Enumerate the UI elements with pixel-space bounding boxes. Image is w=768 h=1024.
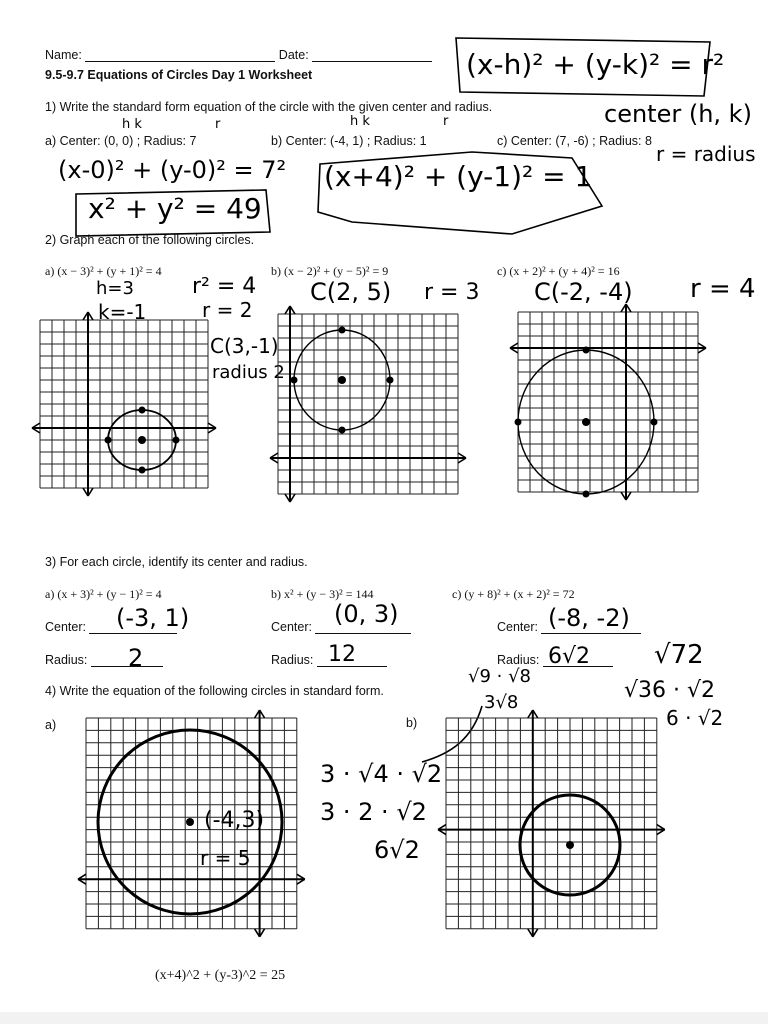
q3a-radius-row bbox=[45, 653, 163, 667]
center-point bbox=[582, 418, 590, 426]
q1b-work: (x+4)² + (y-1)² = 1 bbox=[324, 160, 593, 193]
q2a-center-note: C(3,-1) bbox=[210, 334, 279, 358]
q3a-center-blank[interactable] bbox=[89, 633, 177, 634]
q4a-answer: (x+4)^2 + (y-3)^2 = 25 bbox=[155, 968, 286, 983]
date-blank[interactable] bbox=[312, 61, 432, 62]
q4-work-5: 6√2 bbox=[374, 836, 420, 864]
plotted-point bbox=[105, 437, 112, 444]
page-bottom-edge bbox=[0, 1012, 768, 1024]
plotted-point bbox=[291, 377, 298, 384]
q2c-r-note: r = 4 bbox=[690, 274, 756, 304]
q4-work-3: 3 · √4 · √2 bbox=[320, 760, 443, 788]
q3c-center-answer: (-8, -2) bbox=[548, 604, 630, 632]
q1a-work-1: (x-0)² + (y-0)² = 7² bbox=[58, 156, 287, 184]
q3-prompt: 3) For each circle, identify its center and radius. bbox=[45, 555, 308, 569]
q4-prompt: 4) Write the equation of the following circles in standard form. bbox=[45, 684, 384, 698]
q1a: a) Center: (0, 0) ; Radius: 7 bbox=[45, 134, 197, 148]
q1c: c) Center: (7, -6) ; Radius: 8 bbox=[497, 134, 652, 148]
q2b-graph[interactable] bbox=[276, 312, 456, 498]
q2c-equation: c) (x + 2)² + (y + 4)² = 16 bbox=[497, 264, 620, 278]
q2a-k-note: k=-1 bbox=[98, 300, 147, 324]
q4-work-1: √9 · √8 bbox=[468, 666, 532, 687]
q3b-radius-label: Radius: bbox=[271, 653, 314, 667]
q4-work-2: 3√8 bbox=[484, 692, 519, 713]
plotted-point bbox=[339, 427, 346, 434]
q4a-label: a) bbox=[45, 718, 57, 732]
q4-simplified-work: 6 · √2 bbox=[666, 706, 724, 730]
q4a-r-note: r = 5 bbox=[200, 846, 251, 870]
plotted-point bbox=[173, 437, 180, 444]
q3a-radius-answer: 2 bbox=[128, 644, 144, 672]
worksheet-title: 9.5-9.7 Equations of Circles Day 1 Worksheet bbox=[45, 68, 313, 82]
center-point bbox=[566, 841, 574, 849]
grid-lines bbox=[278, 314, 458, 494]
grid-lines bbox=[40, 320, 208, 488]
q1b-r-note: r bbox=[443, 114, 449, 129]
q1b: b) Center: (-4, 1) ; Radius: 1 bbox=[271, 134, 427, 148]
center-point bbox=[338, 376, 346, 384]
center-point bbox=[138, 436, 146, 444]
date-label: Date: bbox=[278, 48, 309, 62]
q2b-equation: b) (x − 2)² + (y − 5)² = 9 bbox=[271, 264, 389, 278]
q1b-answer-box bbox=[312, 144, 612, 244]
q2a-r-note: r = 2 bbox=[202, 298, 253, 322]
center-point bbox=[186, 818, 194, 826]
q3c-equation: c) (y + 8)² + (x + 2)² = 72 bbox=[452, 587, 575, 601]
q3b-center-label: Center: bbox=[271, 620, 312, 634]
plotted-point bbox=[339, 327, 346, 334]
plotted-point bbox=[387, 377, 394, 384]
q3c-center-blank[interactable] bbox=[541, 633, 641, 634]
q3a-center-answer: (-3, 1) bbox=[116, 604, 190, 632]
q3c-radius-label: Radius: bbox=[497, 653, 540, 667]
q3c-center-label: Center: bbox=[497, 620, 538, 634]
q4b-label: b) bbox=[406, 716, 418, 730]
q3b-equation: b) x² + (y − 3)² = 144 bbox=[271, 587, 374, 601]
q3a-radius-label: Radius: bbox=[45, 653, 88, 667]
q4-sqrt-split-work: √36 · √2 bbox=[624, 678, 716, 703]
q1a-hk-note: h k bbox=[122, 117, 142, 132]
q4a-graph[interactable] bbox=[80, 712, 308, 934]
q2b-center-note: C(2, 5) bbox=[310, 278, 392, 306]
q3a-equation: a) (x + 3)² + (y − 1)² = 4 bbox=[45, 587, 162, 601]
q1a-work-2: x² + y² = 49 bbox=[88, 192, 262, 225]
q1a-r-note: r bbox=[215, 117, 221, 132]
grid-lines bbox=[446, 718, 657, 929]
q2a-equation: a) (x − 3)² + (y + 1)² = 4 bbox=[45, 264, 162, 278]
plotted-point bbox=[515, 419, 522, 426]
q2-prompt: 2) Graph each of the following circles. bbox=[45, 233, 255, 247]
q2c-graph[interactable] bbox=[516, 310, 700, 500]
radius-note: r = radius bbox=[656, 142, 756, 166]
plotted-point bbox=[583, 347, 590, 354]
plotted-point bbox=[139, 467, 146, 474]
center-note: center (h, k) bbox=[604, 100, 752, 128]
q4b-graph[interactable] bbox=[440, 712, 666, 938]
grid-lines bbox=[518, 312, 698, 492]
q3b-center-blank[interactable] bbox=[315, 633, 411, 634]
q3a-center-label: Center: bbox=[45, 620, 86, 634]
q4a-center-note: (-4,3) bbox=[204, 808, 265, 833]
q3c-radius-answer: 6√2 bbox=[548, 644, 591, 669]
q1-prompt: 1) Write the standard form equation of the circle with the given center and radius. bbox=[45, 100, 493, 114]
q2a-r2-note: r² = 4 bbox=[192, 274, 257, 299]
plotted-point bbox=[651, 419, 658, 426]
q2b-r-note: r = 3 bbox=[424, 280, 480, 305]
name-label: Name: bbox=[45, 48, 82, 62]
q1b-hk-note: h k bbox=[350, 114, 370, 129]
q2a-graph[interactable] bbox=[38, 318, 208, 498]
q3a-radius-blank[interactable] bbox=[91, 666, 163, 667]
q4-sqrt72-work: √72 bbox=[654, 640, 704, 670]
general-form-equation: (x-h)² + (y-k)² = r² bbox=[466, 48, 725, 81]
q2a-h-note: h=3 bbox=[96, 278, 134, 299]
plotted-point bbox=[583, 491, 590, 498]
q2c-center-note: C(-2, -4) bbox=[534, 278, 633, 306]
q4-work-4: 3 · 2 · √2 bbox=[320, 798, 427, 826]
plotted-point bbox=[139, 407, 146, 414]
q2a-radius-note: radius 2 bbox=[212, 362, 285, 383]
q3b-radius-answer: 12 bbox=[328, 642, 356, 667]
name-blank[interactable] bbox=[85, 61, 275, 62]
name-field bbox=[45, 48, 432, 62]
q3b-center-answer: (0, 3) bbox=[334, 600, 399, 628]
